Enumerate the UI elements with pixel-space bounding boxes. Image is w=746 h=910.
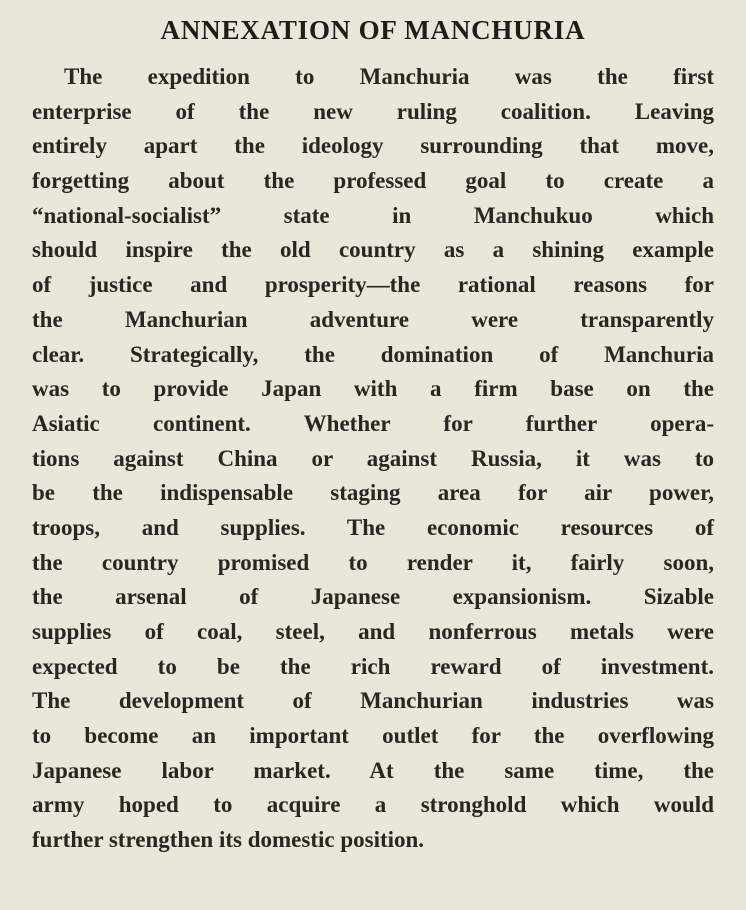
paragraph-line: The development of Manchurian industries was: [32, 688, 714, 714]
paragraph-line: troops, and supplies. The economic resources of: [32, 514, 714, 540]
paragraph-line: supplies of coal, steel, and nonferrous metals were: [32, 619, 714, 644]
paragraph-line: further strengthen its domestic position.: [32, 827, 425, 853]
section-heading: ANNEXATION OF MANCHURIA: [160, 15, 586, 45]
paragraph-line: should inspire the old country as a shining example: [32, 237, 714, 263]
paragraph-line: enterprise of the new ruling coalition. Leaving: [32, 98, 714, 124]
paragraph-line: Asiatic continent. Whether for further opera-: [32, 410, 714, 436]
paragraph-line: army hoped to acquire a stronghold which would: [32, 792, 714, 818]
paragraph-line: the arsenal of Japanese expansionism. Sizable: [32, 584, 714, 610]
paragraph-line: The expedition to Manchuria was the first: [64, 64, 714, 89]
paragraph-line: was to provide Japan with a firm base on the: [32, 376, 714, 402]
paragraph-line: expected to be the rich reward of investment.: [32, 653, 714, 679]
paragraph-line: the country promised to render it, fairly soon,: [32, 549, 714, 575]
paragraph-line: “national-socialist” state in Manchukuo which: [32, 202, 714, 228]
paragraph-line: tions against China or against Russia, it was to: [32, 445, 714, 471]
paragraph-line: Japanese labor market. At the same time, the: [32, 757, 714, 783]
paragraph-line: the Manchurian adventure were transparently: [32, 306, 714, 332]
paragraph-line: of justice and prosperity—the rational reasons for: [32, 272, 714, 298]
paragraph-line: to become an important outlet for the overflowing: [32, 723, 714, 749]
paragraph-line: forgetting about the professed goal to create a: [32, 168, 714, 194]
paragraph-line: entirely apart the ideology surrounding that move,: [32, 133, 714, 159]
paragraph-line: clear. Strategically, the domination of Manchuria: [32, 341, 714, 367]
paragraph-line: be the indispensable staging area for air power,: [32, 480, 714, 506]
body-paragraph: [32, 60, 714, 858]
